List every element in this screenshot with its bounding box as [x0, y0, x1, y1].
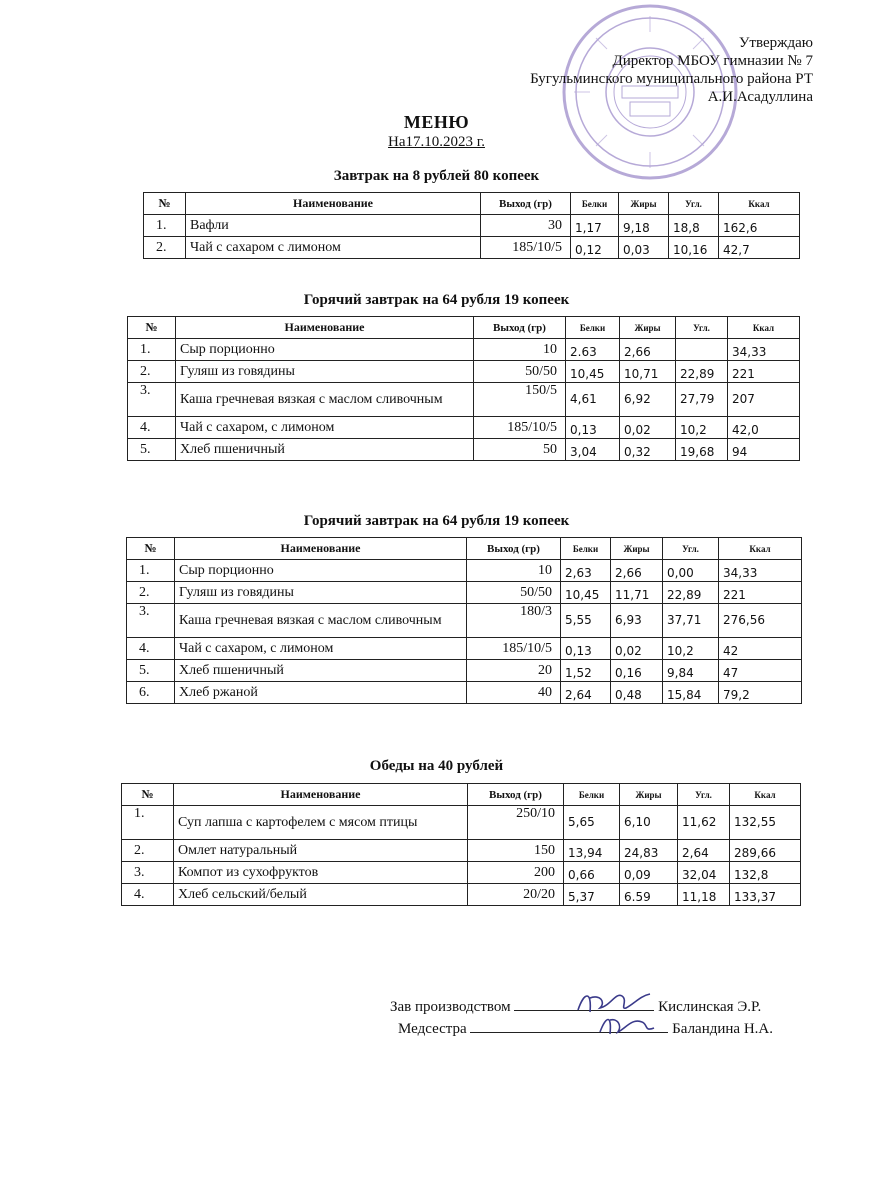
table-header-row: [128, 317, 800, 339]
row-fat: 6,92: [620, 383, 676, 417]
section-title-breakfast: Завтрак на 8 рублей 80 копеек: [333, 168, 540, 184]
row-fat: 2,66: [620, 339, 676, 361]
table-header-row: [122, 784, 801, 806]
table-row: [122, 806, 801, 840]
row-kcal: 207: [728, 383, 800, 417]
row-name: Суп лапша с картофелем с мясом птицы: [174, 806, 468, 840]
row-kcal: 79,2: [719, 682, 802, 704]
header-carbs: Угл.: [678, 784, 730, 806]
row-protein: 13,94: [564, 840, 620, 862]
row-fat: 0,03: [619, 237, 669, 259]
row-carbs: 0,00: [663, 560, 719, 582]
row-output: 20/20: [468, 884, 564, 906]
row-protein: 4,61: [566, 383, 620, 417]
row-output: 150: [468, 840, 564, 862]
row-kcal: 162,6: [719, 215, 800, 237]
row-fat: 6.59: [620, 884, 678, 906]
row-fat: 0,02: [620, 417, 676, 439]
row-num: 4.: [127, 638, 175, 660]
row-fat: 6,10: [620, 806, 678, 840]
row-protein: 0,12: [571, 237, 619, 259]
row-num: 5.: [127, 660, 175, 682]
row-name: Гуляш из говядины: [176, 361, 474, 383]
row-output: 150/5: [474, 383, 566, 417]
row-fat: 6,93: [611, 604, 663, 638]
table-row: [128, 383, 800, 417]
row-fat: 11,71: [611, 582, 663, 604]
row-protein: 0,66: [564, 862, 620, 884]
row-protein: 1,17: [571, 215, 619, 237]
row-carbs: [676, 339, 728, 361]
menu-table-lunch: [121, 783, 801, 906]
table-row: [127, 582, 802, 604]
row-carbs: 11,18: [678, 884, 730, 906]
row-protein: 10,45: [566, 361, 620, 383]
row-protein: 5,65: [564, 806, 620, 840]
header-fat: Жиры: [611, 538, 663, 560]
row-fat: 0,16: [611, 660, 663, 682]
row-kcal: 42,0: [728, 417, 800, 439]
header-output: Выход (гр): [467, 538, 561, 560]
row-name: Вафли: [186, 215, 481, 237]
section-title-hot-breakfast-1: Горячий завтрак на 64 рубля 19 копеек: [303, 292, 570, 308]
row-carbs: 9,84: [663, 660, 719, 682]
row-output: 50/50: [474, 361, 566, 383]
row-protein: 1,52: [561, 660, 611, 682]
row-protein: 2,64: [561, 682, 611, 704]
menu-table-breakfast: [143, 192, 800, 259]
row-num: 3.: [122, 862, 174, 884]
header-fat: Жиры: [620, 784, 678, 806]
row-name: Чай с сахаром с лимоном: [186, 237, 481, 259]
row-kcal: 42: [719, 638, 802, 660]
row-kcal: 34,33: [719, 560, 802, 582]
table-row: [127, 682, 802, 704]
nurse-name: Баландина Н.А.: [672, 1021, 774, 1037]
row-num: 4.: [128, 417, 176, 439]
approval-position: Директор МБОУ гимназии № 7: [612, 53, 813, 69]
row-protein: 0,13: [566, 417, 620, 439]
row-num: 5.: [128, 439, 176, 461]
approval-block: [530, 34, 813, 106]
header-fat: Жиры: [619, 193, 669, 215]
row-num: 4.: [122, 884, 174, 906]
row-num: 1.: [128, 339, 176, 361]
row-kcal: 289,66: [730, 840, 801, 862]
row-protein: 0,13: [561, 638, 611, 660]
row-kcal: 132,55: [730, 806, 801, 840]
signature-production: [390, 996, 761, 1016]
header-output: Выход (гр): [474, 317, 566, 339]
row-fat: 0,09: [620, 862, 678, 884]
row-fat: 0,02: [611, 638, 663, 660]
table-row: [128, 361, 800, 383]
row-output: 40: [467, 682, 561, 704]
row-num: 2.: [144, 237, 186, 259]
row-num: 6.: [127, 682, 175, 704]
table-row: [122, 884, 801, 906]
header-kcal: Ккал: [730, 784, 801, 806]
row-carbs: 10,2: [663, 638, 719, 660]
row-name: Чай с сахаром, с лимоном: [175, 638, 467, 660]
row-protein: 5,37: [564, 884, 620, 906]
row-kcal: 133,37: [730, 884, 801, 906]
row-num: 1.: [144, 215, 186, 237]
header-num: №: [127, 538, 175, 560]
row-name: Хлеб сельский/белый: [174, 884, 468, 906]
row-kcal: 276,56: [719, 604, 802, 638]
row-kcal: 132,8: [730, 862, 801, 884]
row-name: Компот из сухофруктов: [174, 862, 468, 884]
table-row: [128, 417, 800, 439]
page-title: МЕНЮ: [403, 112, 470, 132]
production-name: Кислинская Э.Р.: [658, 999, 762, 1015]
header-protein: Белки: [571, 193, 619, 215]
header-num: №: [122, 784, 174, 806]
approval-district: Бугульминского муниципального района РТ: [530, 71, 813, 87]
row-fat: 10,71: [620, 361, 676, 383]
row-carbs: 22,89: [663, 582, 719, 604]
row-kcal: 47: [719, 660, 802, 682]
row-carbs: 18,8: [669, 215, 719, 237]
row-num: 2.: [127, 582, 175, 604]
signature-nurse: [398, 1018, 773, 1038]
row-name: Сыр порционно: [175, 560, 467, 582]
row-kcal: 221: [728, 361, 800, 383]
header-output: Выход (гр): [468, 784, 564, 806]
row-num: 3.: [128, 383, 176, 417]
header-carbs: Угл.: [676, 317, 728, 339]
row-kcal: 94: [728, 439, 800, 461]
table-row: [127, 560, 802, 582]
signature-line: [514, 996, 654, 1011]
row-fat: 0,32: [620, 439, 676, 461]
row-carbs: 10,16: [669, 237, 719, 259]
header-protein: Белки: [566, 317, 620, 339]
row-fat: 2,66: [611, 560, 663, 582]
row-carbs: 27,79: [676, 383, 728, 417]
header-fat: Жиры: [620, 317, 676, 339]
row-kcal: 221: [719, 582, 802, 604]
table-row: [122, 840, 801, 862]
row-name: Хлеб пшеничный: [175, 660, 467, 682]
row-num: 2.: [122, 840, 174, 862]
section-title-hot-breakfast-2: Горячий завтрак на 64 рубля 19 копеек: [303, 513, 570, 529]
header-carbs: Угл.: [663, 538, 719, 560]
row-carbs: 19,68: [676, 439, 728, 461]
header-carbs: Угл.: [669, 193, 719, 215]
row-fat: 9,18: [619, 215, 669, 237]
menu-date: На17.10.2023 г.: [388, 134, 485, 150]
row-fat: 0,48: [611, 682, 663, 704]
row-output: 20: [467, 660, 561, 682]
table-header-row: [127, 538, 802, 560]
row-carbs: 10,2: [676, 417, 728, 439]
menu-table-hot-breakfast-1: [127, 316, 800, 461]
header-output: Выход (гр): [481, 193, 571, 215]
header-kcal: Ккал: [719, 193, 800, 215]
production-label: Зав производством: [390, 999, 511, 1015]
row-output: 10: [467, 560, 561, 582]
row-protein: 2.63: [566, 339, 620, 361]
header-num: №: [144, 193, 186, 215]
row-carbs: 11,62: [678, 806, 730, 840]
signature-line: [470, 1018, 668, 1033]
row-protein: 2,63: [561, 560, 611, 582]
row-name: Хлеб ржаной: [175, 682, 467, 704]
header-name: Наименование: [175, 538, 467, 560]
table-row: [127, 638, 802, 660]
row-carbs: 2,64: [678, 840, 730, 862]
row-output: 185/10/5: [474, 417, 566, 439]
nurse-label: Медсестра: [398, 1021, 467, 1037]
row-carbs: 22,89: [676, 361, 728, 383]
row-protein: 10,45: [561, 582, 611, 604]
header-protein: Белки: [561, 538, 611, 560]
row-output: 50: [474, 439, 566, 461]
row-name: Чай с сахаром, с лимоном: [176, 417, 474, 439]
row-output: 30: [481, 215, 571, 237]
row-protein: 5,55: [561, 604, 611, 638]
row-num: 3.: [127, 604, 175, 638]
header-name: Наименование: [176, 317, 474, 339]
approval-director-name: А.И.Асадуллина: [707, 89, 813, 105]
row-kcal: 34,33: [728, 339, 800, 361]
row-kcal: 42,7: [719, 237, 800, 259]
section-title-lunch: Обеды на 40 рублей: [369, 758, 504, 774]
row-num: 1.: [127, 560, 175, 582]
row-output: 180/3: [467, 604, 561, 638]
row-name: Омлет натуральный: [174, 840, 468, 862]
row-output: 50/50: [467, 582, 561, 604]
table-row: [128, 439, 800, 461]
table-row: [144, 215, 800, 237]
table-header-row: [144, 193, 800, 215]
row-num: 1.: [122, 806, 174, 840]
approval-title: Утверждаю: [738, 35, 813, 51]
header-num: №: [128, 317, 176, 339]
header-kcal: Ккал: [719, 538, 802, 560]
row-carbs: 32,04: [678, 862, 730, 884]
row-output: 185/10/5: [481, 237, 571, 259]
row-carbs: 37,71: [663, 604, 719, 638]
row-name: Хлеб пшеничный: [176, 439, 474, 461]
row-output: 250/10: [468, 806, 564, 840]
row-num: 2.: [128, 361, 176, 383]
table-row: [127, 660, 802, 682]
table-row: [128, 339, 800, 361]
row-fat: 24,83: [620, 840, 678, 862]
header-protein: Белки: [564, 784, 620, 806]
menu-table-hot-breakfast-2: [126, 537, 802, 704]
row-output: 185/10/5: [467, 638, 561, 660]
header-kcal: Ккал: [728, 317, 800, 339]
row-name: Сыр порционно: [176, 339, 474, 361]
row-protein: 3,04: [566, 439, 620, 461]
row-carbs: 15,84: [663, 682, 719, 704]
header-name: Наименование: [186, 193, 481, 215]
row-name: Каша гречневая вязкая с маслом сливочным: [175, 604, 467, 638]
row-name: Каша гречневая вязкая с маслом сливочным: [176, 383, 474, 417]
table-row: [144, 237, 800, 259]
row-output: 200: [468, 862, 564, 884]
row-output: 10: [474, 339, 566, 361]
table-row: [127, 604, 802, 638]
header-name: Наименование: [174, 784, 468, 806]
table-row: [122, 862, 801, 884]
row-name: Гуляш из говядины: [175, 582, 467, 604]
